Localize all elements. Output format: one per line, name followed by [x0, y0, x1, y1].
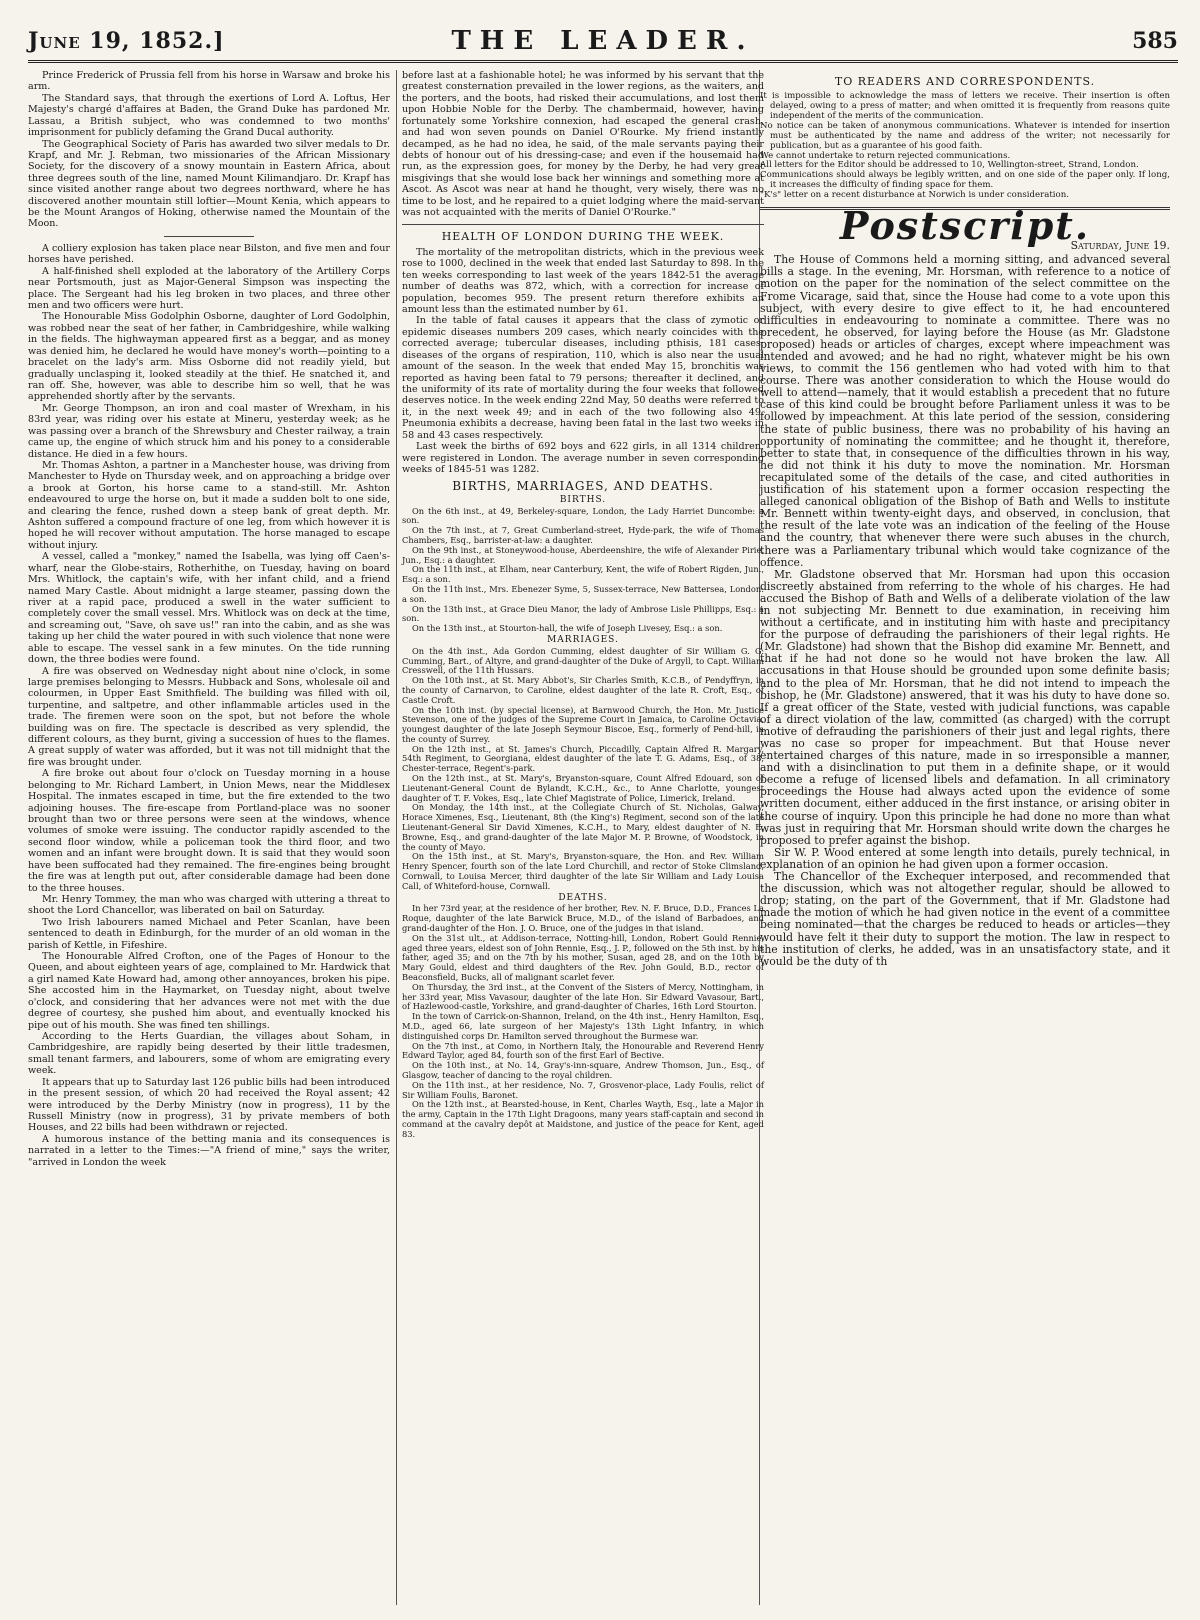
paragraph: A humorous instance of the betting mania and its consequences is narrated in a letter to the Times:—"A friend of mine," says the writer, "arrived in London the week	[28, 1133, 390, 1168]
notice: On the 12th inst., at St. James's Church, Piccadilly, Captain Alfred R. Margary, 54th Regiment, to Georgiana, eldest daughter of the late T. G. Adams, Esq., of 38, Chester-terrace, Regent's-park.	[402, 743, 764, 774]
newspaper-title: THE LEADER.	[451, 26, 755, 56]
paragraph: Sir W. P. Wood entered at some length into details, purely technical, in explanation of an opinion he had given upon a former occasion.	[760, 845, 1170, 871]
paragraph: A fire broke out about four o'clock on Tuesday morning in a house belonging to Mr. Richard Lambert, in Union Mews, near the Middlesex Hospital. The inmates escaped in time, but the fire extended to the two adjoining houses. The fire-escape from Portland-place was no sooner brought than two or three persons were seen at the windows, whence volumes of smoke were issuing. The conductor rapidly ascended to the second floor window, while a policeman took the third floor, and two women and an infant were brought down. It is said that they would soon have been suffocated had they remained. The fire-engines being brought the fire was at length put out, after considerable damage had been done to the three houses.	[28, 768, 390, 894]
notice: On the 12th inst., at Bearsted-house, in Kent, Charles Wayth, Esq., late a Major in the army, Captain in the 17th Light Dragoons, many years staff-captain and second in command at the cavalry depôt at Maidstone, and justice of the peace for Kent, aged 83.	[402, 1099, 764, 1139]
notice: On the 6th inst., at 49, Berkeley-square, London, the Lady Harriet Duncombe: a son.	[402, 505, 764, 526]
notice: On the 7th inst., at Como, in Northern Italy, the Honourable and Reverend Henry Edward Taylor, aged 84, fourth son of the first Earl of Bective.	[402, 1040, 764, 1061]
paragraph: before last at a fashionable hotel; he was informed by his servant that the greatest consternation prevailed in the lower regions, as the waiters, and the porters, and the boots, had risked their accumulations, and lost them upon Hobbie Noble for the Derby. The chambermaid, however, having fortunately some Yorkshire connexion, had escaped the general crash, and had won seven pounds on Daniel O'Rourke. My friend instantly decamped, as he had no idea, he said, of the male servants paying their debts of honour out of his dressing-case; and even if the housemaid had run, as the expression goes, for money by the Derby, he had very great misgivings that she would lose back her winnings and something more at Ascot. As Ascot was near at hand he thought, very wisely, there was no time to be lost, and he repaired to a quiet lodging where the maid-servant was not acquainted with the merits of Daniel O'Rourke."	[402, 70, 764, 219]
notice: On the 10th inst., at No. 14, Gray's-inn-square, Andrew Thomson, Jun., Esq., of Glasgow, teacher of dancing to the royal children.	[402, 1060, 764, 1080]
notice: "K's" letter on a recent disturbance at Norwich is under consideration.	[760, 190, 1069, 201]
paragraph: Two Irish labourers named Michael and Peter Scanlan, have been sentenced to death in Edinburgh, for the murder of an old woman in the parish of Kettle, in Fifeshire.	[28, 916, 390, 951]
paragraph: The Geographical Society of Paris has awarded two silver medals to Dr. Krapf, and Mr. J. Rebman, two missionaries of the African Missionary Society, for the discovery of a snowy mountain in Eastern Africa, about three degrees south of the line, named Mount Kilimandjaro. Dr. Krapf has since visited another range about two degrees northward, where he has discovered another mountain still loftier—Mount Kenia, which appears to be the Mount Arangos of Hoking, otherwise named the Mountain of the Moon.	[28, 138, 390, 230]
page-number: 585	[1132, 28, 1178, 54]
bmd-notices	[402, 496, 764, 1140]
paragraph: It appears that up to Saturday last 126 public bills had been introduced in the present session, of which 20 had received the Royal assent; 42 were introduced by the Derby Ministry (now in progress), 11 by the Russell Ministry (now in progress), 31 by private members of both Houses, and 22 bills had been withdrawn or rejected.	[28, 1076, 391, 1134]
separator	[402, 224, 764, 225]
column-rule	[396, 70, 397, 1605]
paragraph: Mr. Henry Tommey, the man who was charged with uttering a threat to shoot the Lord Chancellor, was liberated on bail on Saturday.	[28, 893, 390, 917]
notice: It is impossible to acknowledge the mass of letters we receive. Their insertion is often delayed, owing to a press of matter; and when omitted it is frequently from reasons quite independent of the merits of the communication.	[760, 91, 1170, 121]
paragraph: Mr. Gladstone observed that Mr. Horsman had upon this occasion discreetly abstained from referring to the whole of his charges. He had accused the Bishop of Bath and Wells of a deliberate violation of the law in not subjecting Mr. Bennett to due examination, in receiving him without a certificate, and in instituting him with haste and precipitancy for the purpose of defrauding the parishioners of their legal rights. He (Mr. Gladstone) had shown that the Bishop did examine Mr. Bennett, and that if he had not done so he would not have broken the law. All accusations in that House should be grounded upon some definite basis; and to the plea of Mr. Horsman, that he did not intend to impeach the bishop, he (Mr. Gladstone) answered, that it was his duty to have done so. If a great officer of the State, vested with judicial functions, was capable of a direct violation of the law, committed (as charged) with the corrupt motive of defrauding the parishioners of their just and legal rights, there was no case so proper for impeachment. But that House never entertained charges of this nature, made in so irresponsible a manner, and with a disinclination to put them in a definite shape, or it would become a refuge of licensed libels and defamation. In all criminatory proceedings the House had always acted upon the evidence of some written document, either adduced in the first instance, or arising obiter in the course of inquiry. Upon this principle he had done no more than what was just in requiring that Mr. Horsman should write down the charges he proposed to prefer against the bishop.	[760, 567, 1170, 847]
notice: On the 31st ult., at Addison-terrace, Notting-hill, London, Robert Gould Rennie, aged three years, eldest son of John Rennie, Esq., J. P., followed on the 5th inst. by his father, aged 35; and on the 7th by his mother, Susan, aged 28, and on the 10th by Mary Gould, eldest and third daughters of the Rev. John Gould, B.D., rector of Beaconsfield, Bucks, all of malignant scarlet fever.	[402, 932, 764, 983]
column-3	[760, 70, 1170, 968]
notice: On the 9th inst., at Stoneywood-house, Aberdeenshire, the wife of Alexander Pirie, Jun., Esq.: a daughter.	[402, 544, 764, 565]
notice: Communications should always be legibly written, and on one side of the paper only. If long, it increases the difficulty of finding space for them.	[760, 170, 1170, 191]
notice: We cannot undertake to return rejected communications.	[760, 150, 1011, 161]
births-label: BIRTHS.	[559, 494, 607, 505]
paragraph: In the table of fatal causes it appears that the class of zymotic or epidemic diseases numbers 209 cases, which nearly coincides with the corrected average; tubercular diseases, including pthisis, 181 cases; diseases of the organs of respiration, 110, which is also near the usual amount of the season. In the week that ended May 15, bronchitis was reported as having been fatal to 79 persons; thereafter it declined, and the uniformity of its rate of mortality during the four weeks that followed deserves notice. In the week ending 22nd May, 50 deaths were referred to it, in the next week 49; and in each of the two following also 49. Pneumonia exhibits a decrease, having been fatal in the last two weeks in 58 and 43 cases respectively.	[402, 315, 764, 441]
paragraph: The House of Commons held a morning sitting, and advanced several bills a stage. In the evening, Mr. Horsman, with reference to a notice of motion on the paper for the nomination of the select committee on the Frome Vicarage, said that, since the House had come to a vote upon this subject, with every desire to give effect to it, he had encountered difficulties in endeavouring to nominate a committee. There was no precedent, he observed, for laying before the House (as Mr. Gladstone proposed) heads or articles of charges, except where impeachment was intended and avowed; and he had no right, whatever might be his own views, to commit the 156 gentlemen who had voted with him to that course. There was another consideration to which the House would do well to attend—namely, that it would establish a precedent that no future case of this kind could be brought before Parliament unless it was to be followed by impeachment. At this late period of the session, considering the state of public business, there was no probability of his having an opportunity of nominating the committee; and he thought it, therefore, better to state that, in consequence of the difficulties thrown in his way, he did not think it his duty to move the nomination. Mr. Horsman recapitulated some of the details of the case, and cited authorities in justification of his statement upon a former occasion respecting the alleged canonical obligation of the Bishop of Bath and Wells to institute Mr. Bennett within twenty-eight days, and observed, in conclusion, that the result of the late vote was an indication of the feeling of the House and the country, that whenever there were such abuses in the church, there was a Parliamentary tribunal which would take cognizance of the offence.	[760, 253, 1170, 569]
paragraph: The Standard says, that through the exertions of Lord A. Loftus, Her Majesty's chargé d'affaires at Baden, the Grand Duke has pardoned Mr. Lassau, a British subject, who was condemned to two months' imprisonment for publicly defaming the Grand Ducal authority.	[28, 92, 390, 139]
paragraph: The Honourable Alfred Crofton, one of the Pages of Honour to the Queen, and about eighteen years of age, complained to Mr. Hardwick that a girl named Kate Howard had, among other annoyances, broken his pipe. She accosted him in the Haymarket, on Tuesday night, about twelve o'clock, and considering that her advances were not met with the due degree of courtesy, she pushed him about, and eventually knocked his pipe out of his mouth. She was fined ten shillings.	[28, 951, 390, 1031]
deaths-label: DEATHS.	[558, 892, 608, 903]
paragraph: Mr. Thomas Ashton, a partner in a Manchester house, was driving from Manchester to Hyde on Thursday week, and on approaching a bridge over a brook at Gorton, his horse came to a stand-still. Mr. Ashton endeavoured to urge the horse on, but it made a sudden bolt to one side, and clearing the fence, rushed down a steep bank of great depth. Mr. Ashton suffered a compound fracture of one leg, from which however it is hoped he will recover without amputation. The horse managed to escape without injury.	[28, 459, 390, 551]
marriages-label: MARRIAGES.	[547, 634, 619, 645]
notice: All letters for the Editor should be addressed to 10, Wellington-street, Strand, London.	[760, 160, 1139, 171]
postscript-dateline: Saturday, June 19.	[1070, 239, 1170, 253]
notice: On the 11th inst., at Elham, near Canterbury, Kent, the wife of Robert Rigden, Jun., Esq.: a son.	[402, 564, 764, 585]
section-heading-health: HEALTH OF LONDON DURING THE WEEK.	[441, 230, 725, 244]
notice: On the 4th inst., Ada Gordon Cumming, eldest daughter of Sir William G. G. Cumming, Bart., of Altyre, and grand-daughter of the Duke of Argyll, to Capt. William Cresswell, of the 11th Hussars.	[402, 645, 764, 676]
correspondents-notices	[760, 92, 1170, 201]
section-heading-bmd: BIRTHS, MARRIAGES, AND DEATHS.	[452, 479, 714, 494]
paragraph: The Chancellor of the Exchequer interposed, and recommended that the discussion, which was not altogether regular, should be allowed to drop; stating, on the part of the Government, that if Mr. Gladstone had made the motion of which he had given notice in the event of a committee being nominated—that the charges be reduced to heads or articles—they would have felt it their duty to support the motion. The law in respect to the institution of clerks, he added, was in an unsatisfactory state, and it would be the duty of th	[760, 870, 1170, 968]
separator	[164, 236, 254, 237]
notice: On the 11th inst., Mrs. Ebenezer Syme, 5, Sussex-terrace, New Battersea, London: a son.	[402, 583, 764, 604]
paragraph: Prince Frederick of Prussia fell from his horse in Warsaw and broke his arm.	[28, 70, 390, 93]
paragraph: Mr. George Thompson, an iron and coal master of Wrexham, in his 83rd year, was riding over his estate at Mineru, yesterday week; as he was passing over a branch of the Shrewsbury and Chester railway, a train came up, the engine of which struck him and his poney to a considerable distance. He died in a few hours.	[28, 402, 390, 460]
paragraph: A vessel, called a "monkey," named the Isabella, was lying off Caen's-wharf, near the Globe-stairs, Rotherhithe, on Tuesday, having on board Mrs. Whitlock, the captain's wife, with her infant child, and a friend named Mary Castle. About midnight a large steamer, passing down the river at a rapid pace, produced a swell in the water sufficient to completely cover the small vessel. Mrs. Whitlock was on deck at the time, and screaming out, "Save, oh save us!" ran into the cabin, and as she was taking up her child the water poured in with such violence that none were able to escape. The vessel sank in a few minutes. On the tide running down, the three bodies were found.	[28, 551, 390, 666]
paragraph: A half-finished shell exploded at the laboratory of the Artillery Corps near Portsmouth, just as Major-General Simpson was inspecting the place. The Sergeant had his leg broken in two places, and three other men and two officers were hurt.	[28, 265, 390, 312]
notice: On the 15th inst., at St. Mary's, Bryanston-square, the Hon. and Rev. William Henry Spencer, fourth son of the late Lord Churchill, and rector of Stoke Climsland, Cornwall, to Louisa Mercer, third daughter of the late Sir William and Lady Louisa Call, of Whiteford-house, Cornwall.	[402, 851, 764, 891]
paragraph: The mortality of the metropolitan districts, which in the previous week rose to 1000, declined in the week that ended last Saturday to 898. In the ten weeks corresponding to last week of the years 1842-51 the average number of deaths was 872, which, with a correction for increase of population, becomes 959. The present return therefore exhibits an amount less than the estimated number by 61.	[402, 246, 764, 316]
column-1	[28, 70, 390, 1168]
notice: No notice can be taken of anonymous communications. Whatever is intended for insertion must be authenticated by the name and address of the writer; not necessarily for publication, but as a guarantee of his good faith.	[760, 120, 1170, 151]
paragraph: A colliery explosion has taken place near Bilston, and five men and four horses have perished.	[28, 242, 390, 266]
notice: In her 73rd year, at the residence of her brother, Rev. N. F. Bruce, D.D., Frances La Roque, daughter of the late Barwick Bruce, M.D., of the island of Barbadoes, and grand-daughter of the Hon. J. O. Bruce, one of the judges in that island.	[402, 903, 764, 934]
notice: On the 13th inst., at Stourton-hall, the wife of Joseph Livesey, Esq.: a son.	[412, 623, 723, 634]
notice: On the 11th inst., at her residence, No. 7, Grosvenor-place, Lady Foulis, relict of Sir William Foulis, Baronet.	[402, 1079, 764, 1100]
notice: On the 10th inst., at St. Mary Abbot's, Sir Charles Smith, K.C.B., of Pendyffryn, in the county of Carnarvon, to Caroline, eldest daughter of the late R. Croft, Esq., of Castle Croft.	[402, 675, 764, 705]
issue-date: June 19, 1852.]	[28, 28, 225, 54]
notice: On the 13th inst., at Grace Dieu Manor, the lady of Ambrose Lisle Phillipps, Esq.: a son.	[402, 603, 764, 624]
paragraph: Last week the births of 692 boys and 622 girls, in all 1314 children, were registered in London. The average number in seven corresponding weeks of 1845-51 was 1282.	[402, 441, 764, 475]
paragraph: The Honourable Miss Godolphin Osborne, daughter of Lord Godolphin, was robbed near the seat of her father, in Cambridgeshire, while walking in the fields. The highwayman appeared first as a beggar, and as money was denied him, he declared he would have money's worth—pointing to a bracelet on the lady's arm. Miss Osborne did not readily yield, but gradually unclasping it, looked steadily at the thief. He snatched it, and ran off. She, however, was able to describe him so well, that he was apprehended shortly after by the servants.	[28, 311, 390, 403]
paragraph: According to the Herts Guardian, the villages about Soham, in Cambridgeshire, are rapidly being deserted by their little tradesmen, small tenant farmers, and labourers, some of whom are emigrating every week.	[28, 1031, 390, 1077]
notice: In the town of Carrick-on-Shannon, Ireland, on the 4th inst., Henry Hamilton, Esq., M.D., aged 66, late surgeon of her Majesty's 13th Light Infantry, in which distinguished corps Dr. Hamilton served throughout the Burmese war.	[402, 1011, 764, 1041]
notice: On the 12th inst., at St. Mary's, Bryanston-square, Count Alfred Edouard, son of Lieutenant-General Count de Bylandt, K.C.H., &c., to Anne Charlotte, youngest daughter of T. F. Vokes, Esq., late Chief Magistrate of Police, Limerick, Ireland.	[402, 773, 764, 803]
masthead	[28, 22, 1178, 62]
notice: On the 10th inst. (by special license), at Barnwood Church, the Hon. Mr. Justice Stevenson, one of the judges of the Supreme Court in Jamaica, to Caroline Octavia, youngest daughter of the late Joseph Seymour Biscoe, Esq., formerly of Pend-hill, in the county of Surrey.	[402, 704, 764, 744]
postscript-heading: Postscript.	[839, 203, 1091, 249]
notice: On Thursday, the 3rd inst., at the Convent of the Sisters of Mercy, Nottingham, in her 33rd year, Miss Vavasour, daughter of the late Hon. Sir Edward Vavasour, Bart., of Hazlewood-castle, Yorkshire, and grand-daughter of Charles, 16th Lord Stourton.	[402, 981, 764, 1012]
notice: On Monday, the 14th inst., at the Collegiate Church of St. Nicholas, Galway, Horace Ximenes, Esq., Lieutenant, 8th (the King's) Regiment, second son of the late Lieutenant-General Sir David Ximenes, K.C.H., to Mary, eldest daughter of N. E. Browne, Esq., and grand-daughter of the late Major M. P. Browne, of Woodstock, in the county of Mayo.	[402, 802, 764, 852]
paragraph: A fire was observed on Wednesday night about nine o'clock, in some large premises belonging to Messrs. Hubback and Sons, wholesale oil and colourmen, in Upper East Smithfield. The building was filled with oil, turpentine, and saltpetre, and other inflammable articles used in the trade. The firemen were soon on the spot, but not before the whole building was on fire. The spectacle is described as very splendid, the different colours, as they burnt, giving a succession of hues to the flames. A great supply of water was afforded, but it was not till midnight that the fire was brought under.	[28, 665, 390, 768]
column-2	[402, 70, 764, 1140]
masthead-rule	[28, 60, 1178, 63]
notice: On the 7th inst., at 7, Great Cumberland-street, Hyde-park, the wife of Thomas Chambers, Esq., barrister-at-law: a daughter.	[402, 525, 764, 545]
section-heading-correspondents: TO READERS AND CORRESPONDENTS.	[834, 75, 1096, 88]
